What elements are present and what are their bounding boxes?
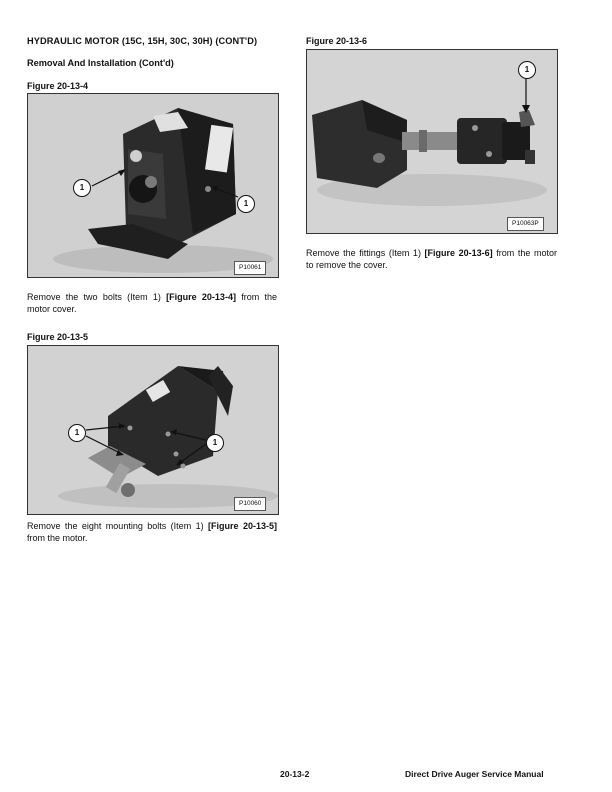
figure-5-photo: [27, 345, 279, 515]
callout-item-1: 1: [73, 179, 91, 197]
paragraph-1: Remove the two bolts (Item 1) [Figure 20-13-4] from the motor cover.: [27, 292, 278, 314]
paragraph-2: Remove the eight mounting bolts (Item 1) [Figure 20-13-5] from the motor.: [27, 521, 277, 543]
figure-6-photo: [306, 49, 558, 234]
callout-item-1: 1: [518, 61, 536, 79]
manual-title: Direct Drive Auger Service Manual: [405, 769, 544, 779]
figure-reference[interactable]: [Figure 20-13-5]: [208, 521, 277, 531]
page-number: 20-13-2: [280, 769, 310, 779]
paragraph-3: Remove the fittings (Item 1) [Figure 20-13-6] from the motor to remove the cover.: [306, 248, 557, 270]
figure-4-label: Figure 20-13-4: [27, 81, 89, 91]
photo-code: P10061: [234, 261, 266, 275]
figure-reference[interactable]: [Figure 20-13-6]: [424, 248, 493, 258]
section-title: HYDRAULIC MOTOR (15C, 15H, 30C, 30H) (CONT'D): [27, 36, 258, 46]
photo-code: P10060: [234, 497, 266, 511]
figure-5-label: Figure 20-13-5: [27, 332, 89, 342]
figure-4-photo: [27, 93, 279, 278]
callout-item-1: 1: [68, 424, 86, 442]
figure-reference[interactable]: [Figure 20-13-4]: [166, 292, 236, 302]
section-subtitle: Removal And Installation (Cont'd): [27, 58, 174, 68]
photo-code: P10063P: [507, 217, 544, 231]
figure-6-label: Figure 20-13-6: [306, 36, 368, 46]
callout-item-1: 1: [237, 195, 255, 213]
callout-item-1: 1: [206, 434, 224, 452]
